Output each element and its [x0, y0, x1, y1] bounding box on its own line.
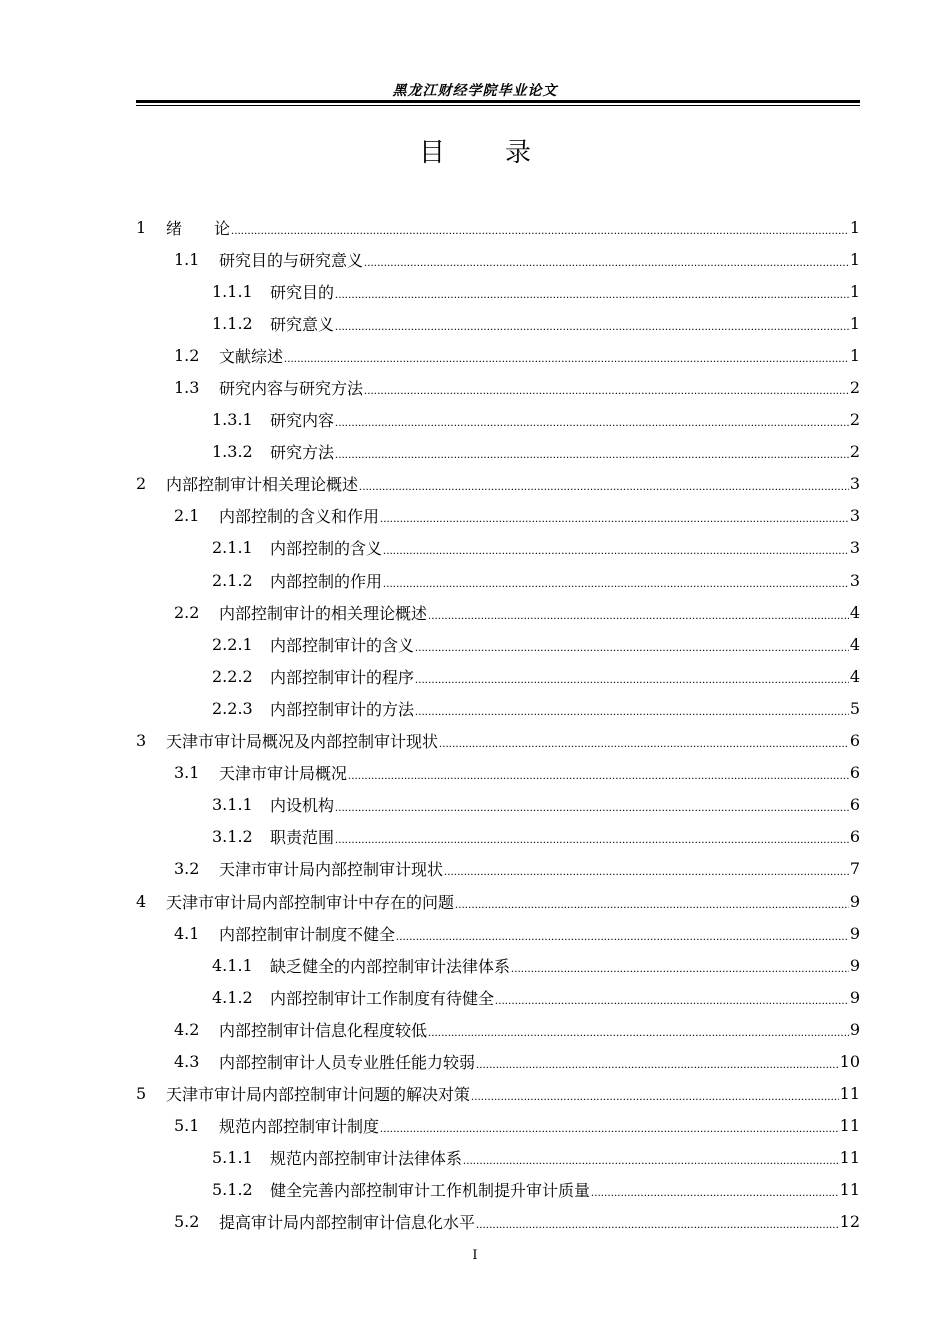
toc-entry-page: 3: [849, 506, 860, 526]
toc-entry-number: 4.1.2: [212, 987, 253, 1007]
toc-entry[interactable]: [136, 821, 860, 853]
toc-entry-label: 内部控制审计信息化程度较低: [219, 1020, 428, 1040]
toc-entry-page: 9: [849, 987, 860, 1007]
toc-entry-label: 研究方法: [270, 443, 335, 463]
toc-entry-number: 5.2: [174, 1212, 200, 1232]
toc-entry-label: 内部控制审计的程序: [270, 667, 415, 687]
toc-entry[interactable]: [136, 725, 860, 757]
toc-entry[interactable]: [136, 211, 860, 243]
toc-entry-number: 3.2: [174, 859, 200, 879]
toc-entry[interactable]: [136, 1174, 860, 1206]
toc-entry[interactable]: [136, 692, 860, 724]
toc-entry-number: 1.3.2: [212, 442, 253, 462]
toc-leader-dots: [231, 223, 849, 238]
toc-entry-number: 2.1.2: [212, 570, 253, 590]
toc-leader-dots: [364, 255, 849, 270]
toc-entry-page: 11: [839, 1084, 860, 1104]
toc-entry-number: 1.3.1: [212, 410, 253, 430]
toc-entry[interactable]: [136, 1013, 860, 1045]
toc-entry-number: 2.2.2: [212, 666, 253, 686]
toc-entry-page: 1: [849, 249, 860, 269]
toc-entry-number: 4.1: [174, 923, 200, 943]
toc-leader-dots: [415, 640, 849, 655]
toc-leader-dots: [428, 608, 849, 623]
toc-entry[interactable]: [136, 275, 860, 307]
toc-entry-page: 10: [839, 1051, 860, 1071]
toc-entry-page: 9: [849, 955, 860, 975]
toc-entry-label: 内部控制审计人员专业胜任能力较弱: [219, 1052, 476, 1072]
toc-entry-page: 2: [849, 378, 860, 398]
toc-entry-page: 1: [849, 217, 860, 237]
toc-entry-label: 职责范围: [270, 828, 335, 848]
toc-entry-label: 文献综述: [219, 346, 284, 366]
header-rule-thin: [136, 105, 860, 106]
toc-entry[interactable]: [136, 1142, 860, 1174]
toc-entry-number: 5.1.1: [212, 1148, 253, 1168]
toc-entry-label: 内部控制审计相关理论概述: [166, 475, 359, 495]
toc-leader-dots: [511, 961, 849, 976]
toc-leader-dots: [383, 576, 849, 591]
toc-entry-page: 3: [849, 474, 860, 494]
toc-entry[interactable]: [136, 1078, 860, 1110]
toc-entry-number: 1.1: [174, 249, 200, 269]
toc-entry-page: 9: [849, 923, 860, 943]
toc-entry-page: 6: [849, 827, 860, 847]
toc-entry-label: 天津市审计局内部控制审计现状: [219, 860, 444, 880]
toc-leader-dots: [335, 832, 849, 847]
toc-entry-number: 1.1.1: [212, 281, 253, 301]
toc-entry-label: 内部控制审计工作制度有待健全: [270, 988, 495, 1008]
toc-entry-label: 内部控制的作用: [270, 571, 383, 591]
toc-entry-page: 12: [839, 1212, 860, 1232]
toc-entry[interactable]: [136, 949, 860, 981]
toc-entry-label: 内部控制的含义: [270, 539, 383, 559]
toc-entry-page: 3: [849, 570, 860, 590]
table-of-contents: [136, 211, 860, 1238]
toc-entry-number: 4: [136, 891, 147, 911]
toc-entry[interactable]: [136, 243, 860, 275]
toc-title: [0, 132, 950, 169]
toc-leader-dots: [455, 897, 849, 912]
toc-entry[interactable]: [136, 371, 860, 403]
toc-entry[interactable]: [136, 307, 860, 339]
toc-entry-number: 1.2: [174, 345, 200, 365]
toc-entry-page: 9: [849, 891, 860, 911]
toc-entry-label: 天津市审计局概况及内部控制审计现状: [166, 732, 439, 752]
toc-entry-label: 内部控制审计的含义: [270, 635, 415, 655]
toc-entry[interactable]: [136, 436, 860, 468]
toc-entry-number: 4.1.1: [212, 955, 253, 975]
toc-entry-number: 2.1: [174, 506, 200, 526]
toc-entry-page: 5: [849, 698, 860, 718]
toc-entry-label: 研究内容: [270, 411, 335, 431]
toc-entry-label: 研究目的与研究意义: [219, 250, 364, 270]
toc-entry[interactable]: [136, 468, 860, 500]
toc-leader-dots: [383, 543, 849, 558]
toc-leader-dots: [284, 351, 849, 366]
toc-entry-page: 11: [839, 1180, 860, 1200]
toc-leader-dots: [428, 1025, 849, 1040]
toc-entry-number: 5.1.2: [212, 1180, 253, 1200]
toc-entry-page: 11: [839, 1116, 860, 1136]
toc-entry-number: 5.1: [174, 1116, 200, 1136]
toc-leader-dots: [335, 800, 849, 815]
toc-leader-dots: [396, 929, 849, 944]
toc-entry-label: 研究内容与研究方法: [219, 379, 364, 399]
header-rule-thick: [136, 100, 860, 103]
toc-entry-number: 2.2.3: [212, 698, 253, 718]
toc-leader-dots: [335, 447, 849, 462]
toc-entry[interactable]: [136, 500, 860, 532]
toc-entry-page: 1: [849, 313, 860, 333]
toc-leader-dots: [495, 993, 849, 1008]
toc-entry[interactable]: [136, 917, 860, 949]
toc-entry-page: 6: [849, 731, 860, 751]
toc-entry-label: 内部控制的含义和作用: [219, 507, 380, 527]
toc-leader-dots: [476, 1217, 839, 1232]
toc-leader-dots: [415, 704, 849, 719]
toc-entry-page: 1: [849, 345, 860, 365]
toc-entry-page: 2: [849, 442, 860, 462]
toc-entry-number: 3.1.1: [212, 795, 253, 815]
toc-entry-page: 3: [849, 538, 860, 558]
toc-leader-dots: [364, 383, 849, 398]
toc-entry-page: 4: [849, 634, 860, 654]
toc-entry-number: 2.2: [174, 602, 200, 622]
toc-leader-dots: [335, 287, 849, 302]
running-header: 黑龙江财经学院毕业论文: [392, 83, 558, 99]
toc-entry-number: 4.2: [174, 1019, 200, 1039]
toc-entry[interactable]: [136, 981, 860, 1013]
toc-entry-number: 1.1.2: [212, 313, 253, 333]
toc-leader-dots: [444, 864, 849, 879]
toc-entry[interactable]: [136, 660, 860, 692]
toc-leader-dots: [471, 1089, 839, 1104]
toc-leader-dots: [335, 319, 849, 334]
toc-entry[interactable]: [136, 339, 860, 371]
toc-entry-label: 内部控制审计制度不健全: [219, 924, 396, 944]
toc-entry-label: 天津市审计局内部控制审计中存在的问题: [166, 892, 455, 912]
toc-entry-page: 11: [839, 1148, 860, 1168]
toc-entry-label: 研究意义: [270, 314, 335, 334]
toc-entry-label: 内设机构: [270, 796, 335, 816]
toc-leader-dots: [335, 415, 849, 430]
toc-entry-label: 缺乏健全的内部控制审计法律体系: [270, 956, 511, 976]
toc-title-right: 录: [505, 138, 532, 168]
toc-leader-dots: [439, 736, 849, 751]
toc-entry-label: 内部控制审计的相关理论概述: [219, 603, 428, 623]
toc-entry-number: 2.1.1: [212, 538, 253, 558]
toc-entry-page: 2: [849, 410, 860, 430]
toc-entry[interactable]: [136, 885, 860, 917]
toc-entry-label: 规范内部控制审计法律体系: [270, 1149, 463, 1169]
toc-entry-label: 内部控制审计的方法: [270, 699, 415, 719]
toc-entry-page: 4: [849, 666, 860, 686]
toc-entry-page: 1: [849, 281, 860, 301]
toc-entry-number: 1: [136, 217, 147, 237]
toc-entry-label: 天津市审计局概况: [219, 764, 348, 784]
toc-entry[interactable]: [136, 789, 860, 821]
toc-leader-dots: [591, 1185, 839, 1200]
toc-entry-number: 5: [136, 1084, 147, 1104]
toc-leader-dots: [463, 1153, 839, 1168]
toc-leader-dots: [348, 768, 849, 783]
toc-entry[interactable]: [136, 1206, 860, 1238]
toc-entry[interactable]: [136, 532, 860, 564]
toc-entry[interactable]: [136, 1045, 860, 1077]
toc-entry-page: 7: [849, 859, 860, 879]
toc-leader-dots: [380, 511, 849, 526]
toc-entry-label: 研究目的: [270, 282, 335, 302]
toc-leader-dots: [359, 479, 849, 494]
toc-entry-number: 3: [136, 731, 147, 751]
toc-leader-dots: [380, 1121, 839, 1136]
toc-entry-page: 6: [849, 763, 860, 783]
toc-entry-number: 1.3: [174, 378, 200, 398]
toc-entry[interactable]: [136, 853, 860, 885]
toc-entry-label: 规范内部控制审计制度: [219, 1117, 380, 1137]
page-number: I: [472, 1248, 478, 1263]
toc-entry[interactable]: [136, 757, 860, 789]
toc-entry[interactable]: [136, 628, 860, 660]
toc-entry-page: 6: [849, 795, 860, 815]
toc-entry-number: 3.1.2: [212, 827, 253, 847]
toc-entry[interactable]: [136, 1110, 860, 1142]
toc-entry-label: 绪 论: [166, 218, 231, 238]
toc-entry-number: 4.3: [174, 1051, 200, 1071]
toc-entry-number: 3.1: [174, 763, 200, 783]
toc-entry-label: 天津市审计局内部控制审计问题的解决对策: [166, 1085, 471, 1105]
toc-entry-label: 健全完善内部控制审计工作机制提升审计质量: [270, 1181, 591, 1201]
toc-entry-page: 9: [849, 1019, 860, 1039]
toc-entry-number: 2.2.1: [212, 634, 253, 654]
toc-entry-page: 4: [849, 602, 860, 622]
toc-leader-dots: [415, 672, 849, 687]
toc-entry[interactable]: [136, 404, 860, 436]
toc-leader-dots: [476, 1057, 839, 1072]
toc-entry[interactable]: [136, 596, 860, 628]
toc-entry[interactable]: [136, 564, 860, 596]
toc-entry-label: 提高审计局内部控制审计信息化水平: [219, 1213, 476, 1233]
toc-entry-number: 2: [136, 474, 147, 494]
toc-title-left: 目: [418, 138, 445, 168]
